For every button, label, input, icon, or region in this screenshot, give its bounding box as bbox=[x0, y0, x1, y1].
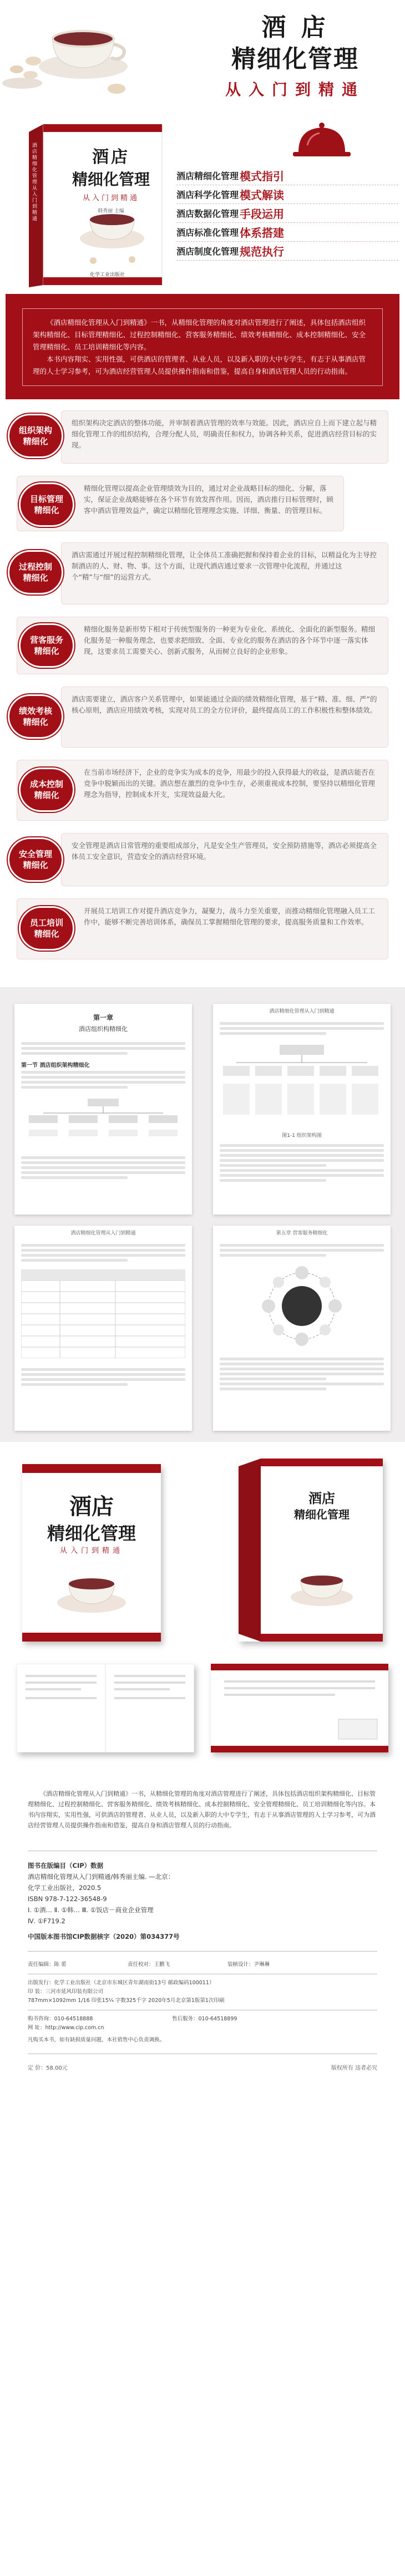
book-front-photo bbox=[22, 1464, 161, 1642]
cip-line: ISBN 978-7-122-36548-9 bbox=[28, 1895, 107, 1903]
preview-part-label: 第一章 bbox=[93, 1014, 113, 1022]
chapter-bubble-label: 过程控制精细化 bbox=[18, 562, 52, 583]
feature-item bbox=[176, 223, 398, 242]
book-open-photo bbox=[17, 1664, 194, 1752]
chapter-text: 组织架构决定酒店的整体功能，并审制着酒店管理的效率与效能。因此，酒店应自上而下建立起与精细化管理工作的组织结构，合理分配人员，明确责任和权力，协调各种关系，促进酒店经营目标的实现。 bbox=[72, 419, 377, 449]
preview-flow-chart bbox=[220, 1043, 384, 1120]
photo-angled-title-line2: 精细化管理 bbox=[294, 1508, 350, 1521]
service-bell-icon bbox=[288, 121, 355, 160]
preview-circle-diagram bbox=[220, 1264, 384, 1348]
chapter-bubble bbox=[8, 550, 63, 595]
hero-title-line1: 酒 店 bbox=[261, 13, 329, 42]
book-cover-title-line2: 精细化管理 bbox=[72, 170, 150, 189]
website[interactable]: 网 址：http://www.cip.com.cn bbox=[28, 2025, 104, 2031]
chapter-text: 酒店需通过开展过程控制精细化管理，让全体员工准确把握和保持着企业的目标，以精益化为主导控制酒店的人、财、物、事。这个方面，让现代酒店通过要求一次管理中化流程，并通过这个“精”与“细”的运营方式。 bbox=[72, 551, 377, 581]
chapter-highlights bbox=[0, 399, 405, 987]
chapter-card bbox=[61, 687, 388, 748]
feature-prefix: 酒店科学化管理 bbox=[176, 190, 239, 200]
feature-suffix: 体系搭建 bbox=[240, 226, 285, 240]
feature-item bbox=[176, 166, 398, 185]
feature-suffix: 模式指引 bbox=[240, 170, 285, 183]
chapter-bubble-label: 安全管理精细化 bbox=[18, 849, 52, 870]
book-cover-title-line1: 酒店 bbox=[92, 148, 130, 167]
editor: 责任编辑：陈 蕾 bbox=[28, 1962, 67, 1968]
photo-cover-title-line1: 酒店 bbox=[69, 1493, 114, 1520]
notice: 凡购买本书，如有缺损质量问题，本社销售中心负责调换。 bbox=[28, 2037, 165, 2043]
chapter-card bbox=[61, 410, 388, 464]
publisher-line: 出版发行：化学工业出版社（北京市东城区青年湖南街13号 邮政编码100011） bbox=[28, 1980, 215, 1986]
intro-box bbox=[22, 308, 383, 386]
feature-suffix: 模式解读 bbox=[240, 189, 285, 202]
chapter-bubble bbox=[19, 768, 74, 812]
copyright-footer bbox=[28, 2063, 377, 2071]
preview-section-title: 第一节 酒店组织架构精细化 bbox=[21, 1063, 90, 1069]
intro-paragraph: 本书内容翔实、实用性强，可供酒店的管理者、从业人员，以及新入职的大中专学生，有志于从事酒店管理的人士学习参考，可为酒店经营管理人员提供操作指南和借鉴，提高自身和酒店管理人员的行动指南。 bbox=[33, 355, 366, 375]
feature-item bbox=[176, 204, 398, 223]
chapter-text: 开展员工培训工作对提升酒店竞争力，凝聚力，战斗力至关重要，而推动精细化管理融入员工工作中，能够不断完善培训体系，确保员工掌握精细化管理的要求，提高服务质量和工作效率。 bbox=[84, 907, 376, 926]
hero-title-line2: 精细化管理 bbox=[231, 45, 359, 73]
feature-prefix: 酒店数据化管理 bbox=[176, 209, 239, 219]
feature-suffix: 手段运用 bbox=[240, 207, 285, 221]
preview-table-graphic bbox=[21, 1269, 185, 1358]
copyright-page bbox=[0, 1766, 405, 2138]
spec-line: 787mm×1092mm 1/16 印张15¼ 字数325千字 2020年5月北京第1版第1次印刷 bbox=[28, 1998, 225, 2004]
book-cover-publisher: 化学工业出版社 bbox=[90, 272, 125, 278]
feature-prefix: 酒店标准化管理 bbox=[176, 227, 239, 238]
publishing-info bbox=[28, 1960, 377, 2045]
chapter-bubble-label: 员工培训精细化 bbox=[29, 918, 63, 939]
preview-page bbox=[213, 1226, 391, 1431]
chapter-bubble bbox=[19, 623, 74, 668]
book-cover bbox=[29, 121, 173, 287]
book-back-photo bbox=[211, 1664, 388, 1752]
photo-cover-subtitle: 从入门到精通 bbox=[59, 1547, 124, 1555]
after-sales-phone: 售后服务：010-64518899 bbox=[172, 2016, 237, 2022]
chapter-bubble-label: 成本控制精细化 bbox=[29, 779, 63, 800]
cip-title: 图书在版编目（CIP）数据 bbox=[28, 1862, 104, 1869]
rights-notice: 版权所有 违者必究 bbox=[331, 2065, 377, 2071]
preview-org-chart bbox=[21, 1096, 185, 1146]
cip-line: Ⅰ. ①酒… Ⅱ. ①韩… Ⅲ. ①饭店－商业企业管理 bbox=[28, 1906, 154, 1914]
chapter-text: 安全管理是酒店日常管理的重要组成部分，凡是安全生产管理员，安全预防措施等，酒店必须提高全体员工安全意识，营造安全的酒店经营环境。 bbox=[72, 841, 377, 861]
chapter-bubble-label: 营客服务精细化 bbox=[29, 635, 63, 656]
feature-item bbox=[176, 242, 398, 261]
chapter-text: 在当前市场经济下，企业的竞争实为成本的竞争，用最少的投入获得最大的收益，是酒店能否在竞争中脱颖而出的关键。酒店想在激烈的竞争中生存，必须重视成本控制，要坚持以精细化管理理念为指导，控制成本开支，实现效益最大化。 bbox=[84, 768, 376, 799]
hero-subtitle: 从入门到精通 bbox=[225, 80, 365, 99]
chapter-bubble bbox=[8, 414, 63, 458]
proofreader: 责任校对：王鹏飞 bbox=[128, 1962, 170, 1968]
chapter-bubble bbox=[8, 694, 63, 739]
book-cover-author: 韩秀丽 主编 bbox=[98, 209, 124, 214]
photo-cover-title-line2: 精细化管理 bbox=[47, 1523, 136, 1544]
chapter-bubble-label: 目标管理精细化 bbox=[29, 494, 63, 515]
preview-page bbox=[14, 1226, 192, 1431]
preview-chart-caption: 图1-1 组织架构图 bbox=[282, 1133, 322, 1139]
chapter-bubble bbox=[19, 906, 74, 951]
printer-line: 印 装：三河市延风印装有限公司 bbox=[28, 1989, 104, 1995]
cip-line: 酒店精细化管理从入门到精通/韩秀丽主编. —北京： bbox=[28, 1873, 175, 1881]
chapter-text: 精细化管理以提高企业管理绩效为目的，通过对企业战略目标的细化、分解，落实，保证企业战略能够在各个环节有效发挥作用。因而，酒店推行目标管理时，顾客中酒店管理效益产，确定以精细化管理理念实施、详细、衡量、的管理目标。 bbox=[84, 484, 334, 515]
intro-paragraph: 《酒店精细化管理从入门到精通》一书，从精细化管理的角度对酒店管理进行了阐述，具体包括酒店组织架构精细化、目标管理精细化、过程控制精细化、营客服务精细化、绩效考核精细化、成本控制精细化、安全管理精细化、员工培训精细化等内容。 bbox=[33, 318, 366, 351]
cip-block bbox=[28, 1860, 377, 1942]
intro-section bbox=[6, 294, 399, 399]
contact-row bbox=[28, 2015, 377, 2024]
price: 定 价：58.00元 bbox=[28, 2065, 68, 2071]
chapter-bubble bbox=[19, 482, 74, 527]
preview-running-header: 第五章 营客服务精细化 bbox=[276, 1231, 328, 1236]
copyright-intro: 《酒店精细化管理从入门到精通》一书，从精细化管理的角度对酒店管理进行了阐述，具体包括酒店组织架构精细化、目标管理精细化、过程控制精细化、营客服务精细化、绩效考核精细化、成本控制精细化、安全管理精细化、员工培训精细化等内容。本书内容翔实，实用性强，可供酒店的管理者、从业人员，以及新入职的大中专学生，有志于从事酒店管理的人士学习参考，可为酒店经营管理人员提供操作指南和借鉴，提高自身和酒店管理人员的行动指南。 bbox=[28, 1790, 376, 1829]
designer: 装帧设计：尹琳琳 bbox=[227, 1962, 270, 1968]
preview-running-header: 酒店精细化管理从入门到精通 bbox=[269, 1009, 335, 1014]
hero-title bbox=[195, 12, 395, 100]
publishing-row bbox=[28, 1960, 377, 1969]
chapter-bubble-label: 组织架构精细化 bbox=[18, 425, 52, 446]
cip-line: 中国版本图书馆CIP数据核字（2020）第034377号 bbox=[28, 1933, 180, 1940]
chapter-card bbox=[61, 542, 388, 604]
feature-prefix: 酒店制度化管理 bbox=[176, 246, 239, 257]
service-phone: 购书咨询：010-64518888 bbox=[28, 2016, 93, 2022]
feature-list bbox=[176, 166, 398, 261]
cip-line: Ⅳ. ①F719.2 bbox=[28, 1917, 65, 1925]
book-photos bbox=[0, 1442, 405, 1766]
chapter-bubble bbox=[8, 837, 63, 882]
preview-page bbox=[14, 1004, 192, 1215]
chapter-text: 酒店需要建立，酒店客户关系管理中，如果能通过全面的绩效精细化管理，基于“精、准、细、严”的核心原则，酒店应用绩效考核，实现对员工的全方位评价，最终提高员工的工作积极性和整体绩效。 bbox=[72, 695, 377, 714]
preview-page bbox=[213, 1004, 391, 1215]
cip-line: 化学工业出版社，2020.5 bbox=[28, 1884, 102, 1892]
book-angled-photo bbox=[239, 1459, 383, 1642]
chapter-card bbox=[61, 833, 388, 886]
book-cover-title bbox=[61, 143, 161, 214]
feature-item bbox=[176, 185, 398, 204]
preview-running-header: 酒店精细化管理从入门到精通 bbox=[70, 1231, 136, 1236]
chapter-text: 精细化服务是新形势下相对于传统型服务的一种更为专业化、系统化、全面化的新型服务。精细化服务是一种服务理念，也要求把细致、全面、专业化的服务在酒店的各个环节中逐一落实体现，这要求员工需要关心、创新式服务，从而树立良好的企业形象。 bbox=[84, 625, 376, 656]
feature-suffix: 规范执行 bbox=[240, 245, 285, 258]
chapter-bubble-label: 绩效考核精细化 bbox=[18, 706, 52, 727]
feature-prefix: 酒店精细化管理 bbox=[176, 171, 239, 181]
hero-section bbox=[0, 0, 405, 294]
inner-page-previews bbox=[0, 987, 405, 1442]
book-cover-spine-text: 酒店精细化管理 从入门到精通 bbox=[32, 143, 38, 222]
preview-part-title: 酒店组织构精细化 bbox=[79, 1025, 128, 1033]
photo-angled-title-line1: 酒店 bbox=[308, 1490, 335, 1506]
book-cover-subtitle: 从入门到精通 bbox=[82, 194, 139, 202]
coffee-cups-illustration bbox=[0, 0, 144, 105]
